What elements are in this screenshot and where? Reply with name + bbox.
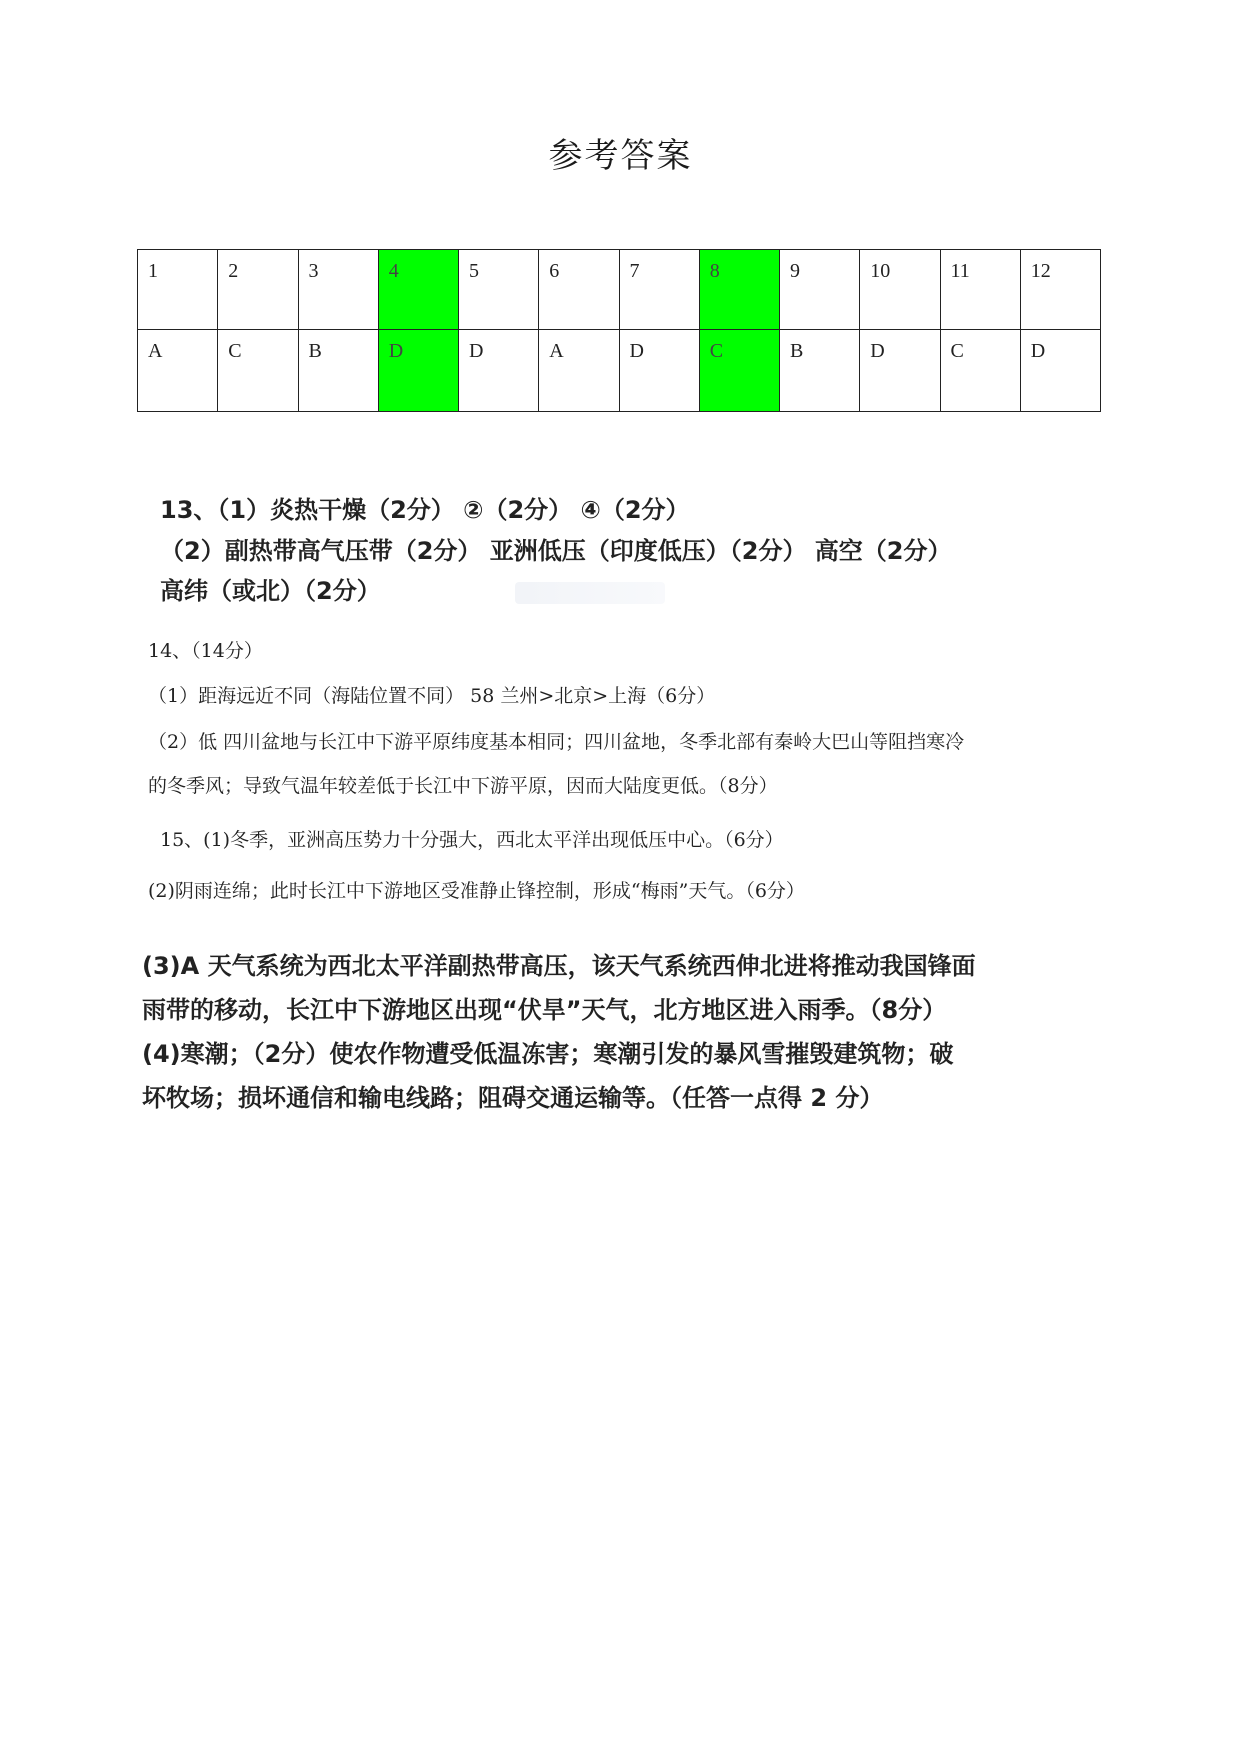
q15-part4-line1: (4)寒潮；（2分）使农作物遭受低温冻害；寒潮引发的暴风雪摧毁建筑物；破: [142, 1040, 954, 1068]
question-number-cell: 1: [138, 250, 218, 330]
q14-part1: （1）距海远近不同（海陆位置不同） 58 兰州>北京>上海（6分）: [148, 685, 716, 707]
answer-cell: C: [940, 330, 1020, 412]
q15-part2: (2)阴雨连绵；此时长江中下游地区受准静止锋控制，形成“梅雨”天气。（6分）: [148, 880, 805, 902]
question-number-cell: 2: [218, 250, 298, 330]
q15-part3-line1: (3)A 天气系统为西北太平洋副热带高压，该天气系统西伸北进将推动我国锋面: [142, 952, 976, 980]
q15-part4-line2: 坏牧场；损坏通信和输电线路；阻碍交通运输等。（任答一点得 2 分）: [142, 1084, 884, 1112]
answer-table: [137, 249, 1101, 412]
question-number-cell: 12: [1020, 250, 1100, 330]
q15-part1: 15、(1)冬季，亚洲高压势力十分强大，西北太平洋出现低压中心。（6分）: [160, 829, 784, 851]
answer-cell: C: [218, 330, 298, 412]
answer-cell: D: [459, 330, 539, 412]
q13-line3: 高纬（或北）（2分）: [160, 577, 381, 605]
question-number-cell: 5: [459, 250, 539, 330]
q13-line2: （2）副热带高气压带（2分） 亚洲低压（印度低压）（2分） 高空（2分）: [160, 537, 952, 565]
answer-cell: D: [860, 330, 940, 412]
q13-line1: 13、（1）炎热干燥（2分） ②（2分） ④（2分）: [160, 496, 690, 524]
watermark-logo: [515, 582, 665, 604]
answer-cell: A: [539, 330, 619, 412]
answer-cell: A: [138, 330, 218, 412]
answer-cell: B: [298, 330, 378, 412]
question-number-cell: 4: [378, 250, 458, 330]
q14-part2-line2: 的冬季风；导致气温年较差低于长江中下游平原，因而大陆度更低。（8分）: [148, 775, 778, 797]
question-number-cell: 10: [860, 250, 940, 330]
q14-heading: 14、（14分）: [148, 640, 263, 662]
question-number-cell: 8: [699, 250, 779, 330]
q15-part3-line2: 雨带的移动，长江中下游地区出现“伏旱”天气，北方地区进入雨季。（8分）: [142, 996, 947, 1024]
question-number-cell: 3: [298, 250, 378, 330]
question-number-row: [138, 250, 1101, 330]
question-number-cell: 7: [619, 250, 699, 330]
question-number-cell: 6: [539, 250, 619, 330]
answer-cell: D: [1020, 330, 1100, 412]
question-number-cell: 11: [940, 250, 1020, 330]
answer-row: [138, 330, 1101, 412]
question-number-cell: 9: [780, 250, 860, 330]
answer-cell: B: [780, 330, 860, 412]
answer-cell: D: [378, 330, 458, 412]
answer-cell: C: [699, 330, 779, 412]
page-title: 参考答案: [548, 136, 693, 176]
answer-cell: D: [619, 330, 699, 412]
q14-part2-line1: （2）低 四川盆地与长江中下游平原纬度基本相同；四川盆地，冬季北部有秦岭大巴山等阻挡寒冷: [148, 731, 965, 753]
